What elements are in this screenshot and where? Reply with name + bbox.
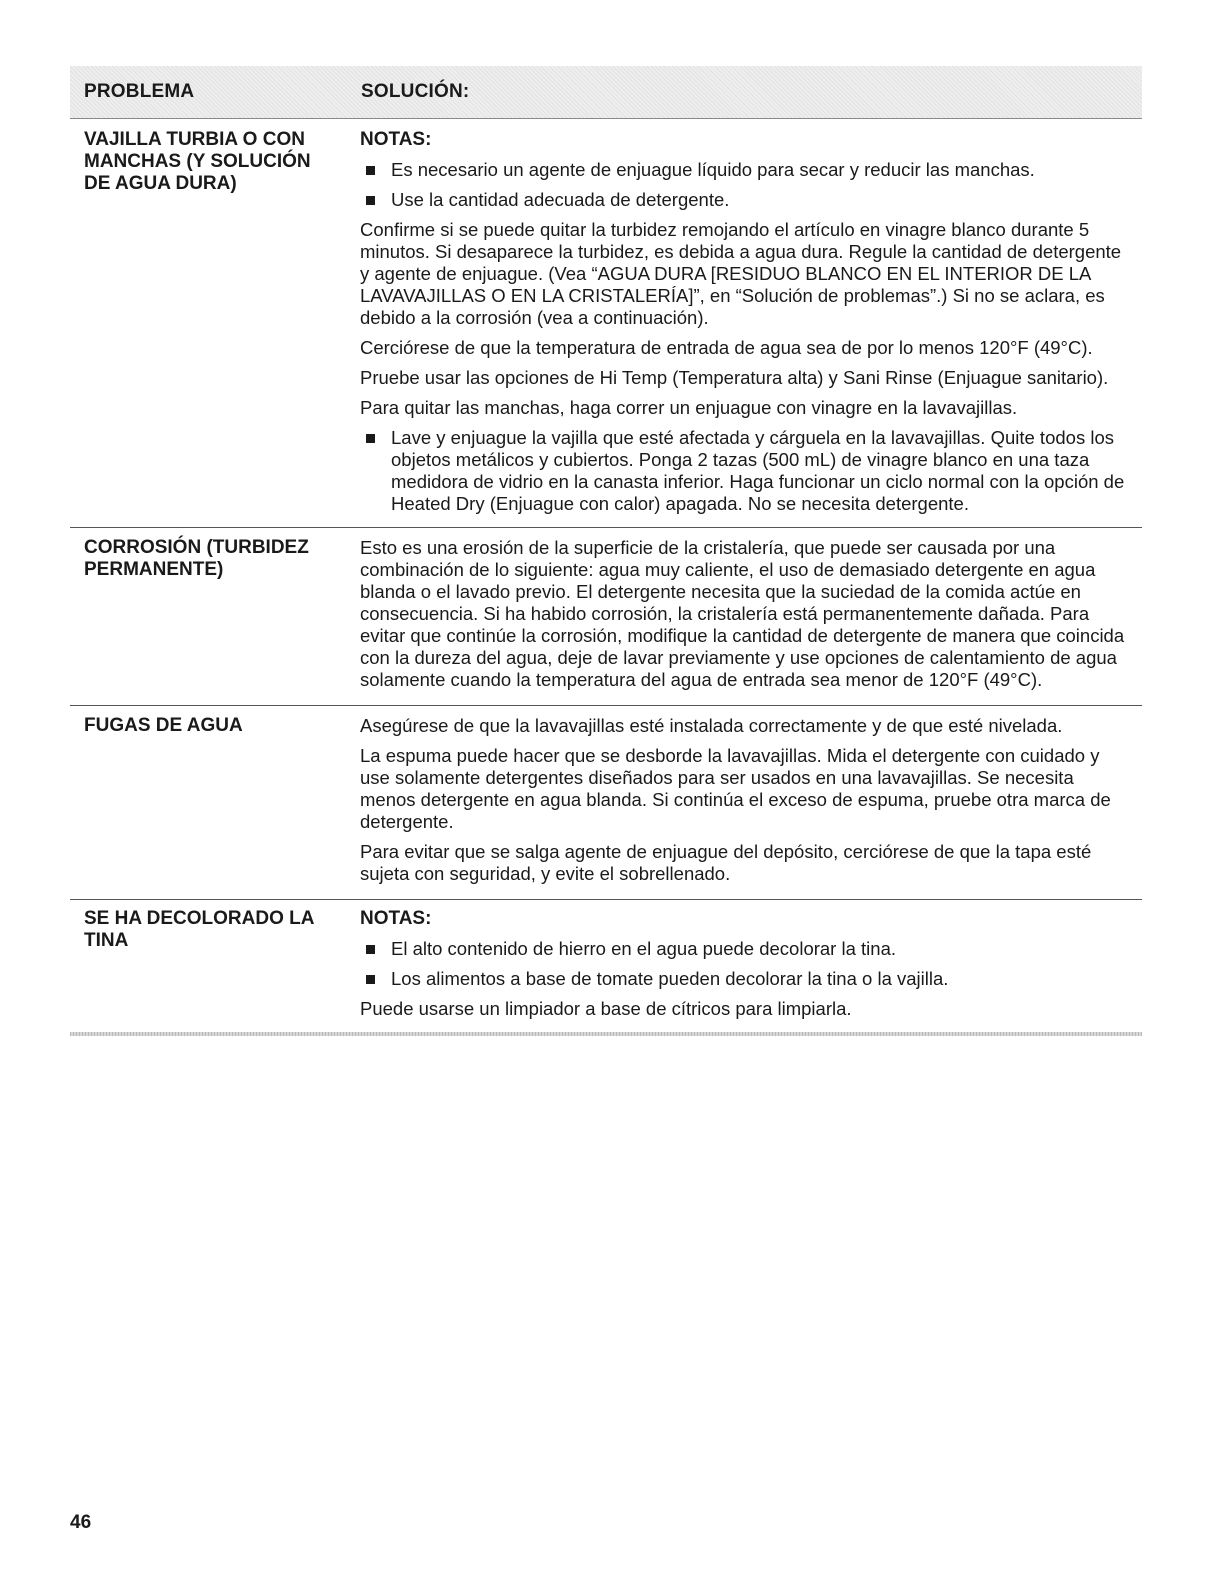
problem-cell: CORROSIÓN (TURBIDEZ PERMANENTE) [84,537,309,580]
solution-paragraph: La espuma puede hacer que se desborde la lavavajillas. Mida el detergente con cuidado y use solamente detergentes diseñados para ser usados en una lavavajillas. Se necesita menos detergente en agua blanda. Si continúa el exceso de espuma, pruebe otra marca de detergente. [360,745,1111,832]
bullet-text: Use la cantidad adecuada de detergente. [391,189,730,210]
bullet-text: Lave y enjuague la vajilla que esté afectada y cárguela en la lavavajillas. Quite todos los objetos metálicos y cubiertos. Ponga 2 tazas (500 mL) de vinagre blanco en una taza medidora de vidrio en la canasta inferior. Haga funcionar un ciclo normal con la opción de Heated Dry (Enjuague con calor) apagada. No se necesita detergente. [391,427,1125,514]
table-row [70,900,1142,1032]
problem-cell: FUGAS DE AGUA [84,715,243,736]
bullet-square-icon [366,434,375,443]
bullet-text: Es necesario un agente de enjuague líquido para secar y reducir las manchas. [391,159,1035,180]
bullet-square-icon [366,166,375,175]
bullet-item [360,189,1132,211]
table-header [70,66,1142,119]
solution-cell [360,908,1142,1020]
bullet-item [360,968,1132,990]
solution-paragraph: Cerciórese de que la temperatura de entrada de agua sea de por lo menos 120°F (49°C). [360,337,1093,358]
table-row [70,706,1142,900]
bullet-square-icon [366,975,375,984]
solution-paragraph: Pruebe usar las opciones de Hi Temp (Temperatura alta) y Sani Rinse (Enjuague sanitario). [360,367,1109,388]
table-bottom-rule [70,1032,1142,1036]
bullet-square-icon [366,196,375,205]
problem-cell: SE HA DECOLORADO LA TINA [84,908,314,951]
notes-title: NOTAS: [360,908,432,929]
header-solution: SOLUCIÓN: [361,81,470,102]
solution-paragraph: Puede usarse un limpiador a base de cítricos para limpiarla. [360,998,852,1019]
table-row [70,528,1142,706]
notes-title: NOTAS: [360,129,432,150]
table-row [70,119,1142,528]
solution-paragraph: Asegúrese de que la lavavajillas esté instalada correctamente y de que esté nivelada. [360,715,1063,736]
header-problem: PROBLEMA [84,81,195,102]
solution-cell [360,537,1142,691]
solution-cell [360,129,1142,515]
bullet-item [360,938,1132,960]
troubleshooting-table [70,66,1142,1036]
bullet-text: Los alimentos a base de tomate pueden decolorar la tina o la vajilla. [391,968,949,989]
solution-paragraph: Para quitar las manchas, haga correr un enjuague con vinagre en la lavavajillas. [360,397,1018,418]
solution-paragraph: Para evitar que se salga agente de enjuague del depósito, cerciórese de que la tapa esté sujeta con seguridad, y evite el sobrellenado. [360,841,1092,884]
bullet-text: El alto contenido de hierro en el agua puede decolorar la tina. [391,938,896,959]
solution-paragraph: Confirme si se puede quitar la turbidez remojando el artículo en vinagre blanco durante 5 minutos. Si desaparece la turbidez, es debida a agua dura. Regule la cantidad de detergente y agente de enjuague. (Vea “AGUA DURA [RESIDUO BLANCO EN EL INTERIOR DE LA LAVAVAJILLAS O EN LA CRISTALERÍA]”, en “Solución de problemas”.) Si no se aclara, es debido a la corrosión (vea a continuación). [360,219,1122,328]
page-number: 46 [70,1512,92,1533]
solution-paragraph: Esto es una erosión de la superficie de la cristalería, que puede ser causada por una combinación de lo siguiente: agua muy caliente, el uso de demasiado detergente en agua blanda o el lavado previo. El detergente necesita que la suciedad de la comida actúe en consecuencia. Si ha habido corrosión, la cristalería está permanentemente dañada. Para evitar que continúe la corrosión, modifique la cantidad de detergente de manera que coincida con la dureza del agua, deje de lavar previamente y use opciones de calentamiento de agua solamente cuando la temperatura del agua de entrada sea menor de 120°F (49°C). [360,537,1125,690]
bullet-square-icon [366,945,375,954]
problem-cell: VAJILLA TURBIA O CON MANCHAS (Y SOLUCIÓN DE AGUA DURA) [84,129,311,194]
bullet-item [360,427,1132,515]
solution-cell [360,715,1142,885]
bullet-item [360,159,1132,181]
